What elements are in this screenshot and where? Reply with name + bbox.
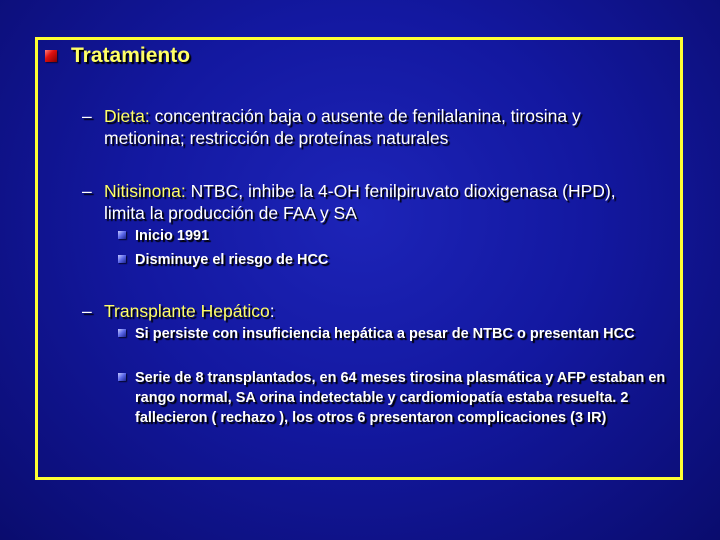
item-text (104, 180, 642, 224)
item-separator: : (180, 181, 191, 201)
blue-square-bullet-icon (118, 373, 126, 381)
blue-square-bullet-icon (118, 231, 126, 239)
slide-title: Tratamiento (71, 44, 191, 67)
subitem (118, 250, 678, 270)
title-row (45, 44, 190, 68)
item-text (104, 300, 275, 322)
dash-bullet: – (82, 181, 92, 201)
item-nitisinona (82, 180, 642, 224)
item-separator: : (269, 301, 275, 321)
item-keyword: Nitisinona (104, 181, 181, 201)
blue-square-bullet-icon (118, 255, 126, 263)
dash-bullet: – (82, 301, 92, 321)
subitem-text: Inicio 1991 (135, 228, 210, 244)
item-separator: : (144, 106, 155, 126)
dash-bullet: – (82, 106, 92, 126)
item-dieta (82, 105, 662, 149)
item-description: NTBC, inhibe la 4-OH fenilpiruvato dioxigenasa (HPD), limita la producción de FAA y SA (104, 181, 616, 223)
item-keyword: Transplante Hepático (104, 301, 270, 321)
subitem (118, 368, 678, 428)
blue-square-bullet-icon (118, 329, 126, 337)
item-keyword: Dieta (104, 106, 145, 126)
subitem (118, 324, 678, 344)
item-description: concentración baja o ausente de fenilalanina, tirosina y metionina; restricción de proteínas naturales (104, 106, 581, 148)
subitem (118, 226, 678, 246)
red-square-bullet-icon (45, 50, 57, 62)
subitem-text: Si persiste con insuficiencia hepática a pesar de NTBC o presentan HCC (135, 326, 635, 342)
item-text (104, 105, 662, 149)
item-transplante (82, 300, 642, 322)
subitem-text: Disminuye el riesgo de HCC (135, 252, 329, 268)
subitem-text: Serie de 8 transplantados, en 64 meses tirosina plasmática y AFP estaban en rango normal, SA orina indetectable y cardiomiopatía estaba resuelta. 2 fallecieron ( rechazo ), los otros 6 presentaron complicaciones (3 IR) (135, 370, 666, 426)
